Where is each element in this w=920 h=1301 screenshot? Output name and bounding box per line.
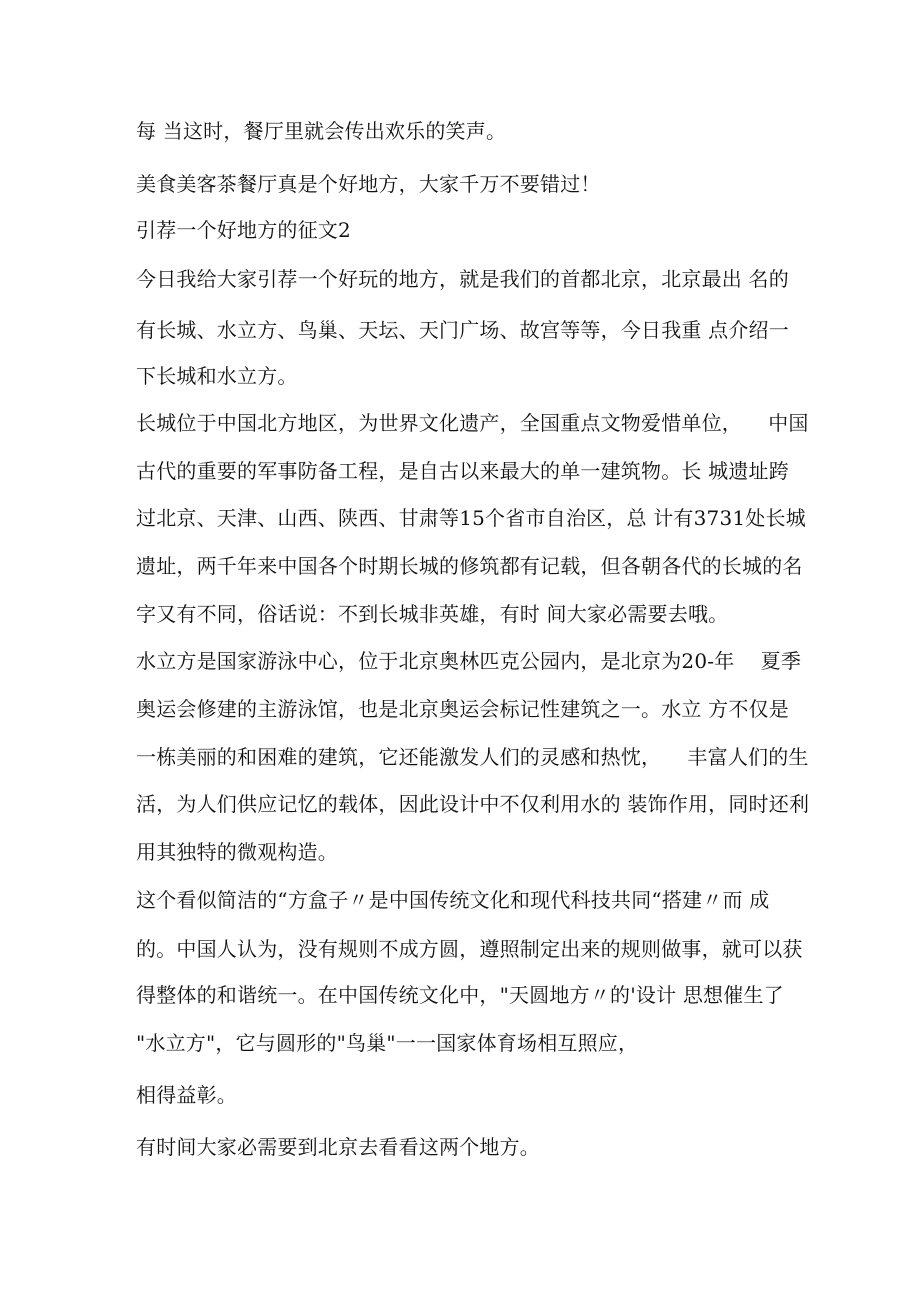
text-line: 用其独特的微观构造。 bbox=[136, 840, 338, 864]
text-line: 水立方是国家游泳中心，位于北京奥林匹克公园内，是北京为20-年 夏季 bbox=[136, 649, 802, 673]
text-line: 有长城、水立方、鸟巢、天坛、天门广场、故宫等等，今日我重 点介绍一 bbox=[136, 318, 789, 342]
text-line: 相得益彰。 bbox=[136, 1083, 237, 1107]
text-line: 遗址，两千年来中国各个时期长城的修筑都有记载，但各朝各代的长城的名 bbox=[136, 554, 803, 578]
text-line: 过北京、天津、山西、陕西、甘肃等15个省市自治区，总 计有3731处长城 bbox=[136, 506, 806, 530]
text-line: 下长城和水立方。 bbox=[136, 364, 298, 388]
text-line: 一栋美丽的和困难的建筑，它还能激发人们的灵感和热忱， 丰富人们的生 bbox=[136, 745, 809, 769]
text-line: 的。中国人认为，没有规则不成方圆，遵照制定出来的规则做事，就可以获 bbox=[136, 937, 803, 961]
text-line: 每 当这时，餐厅里就会传出欢乐的笑声。 bbox=[136, 119, 507, 143]
text-line: 长城位于中国北方地区，为世界文化遗产，全国重点文物爱惜单位， 中国 bbox=[136, 411, 809, 435]
text-line: 有时间大家必需要到北京去看看这两个地方。 bbox=[136, 1135, 540, 1159]
text-line: 这个看似简洁的“方盒子〃是中国传统文化和现代科技共同“搭建〃而 成 bbox=[136, 888, 770, 912]
text-line: 古代的重要的军事防备工程，是自古以来最大的单一建筑物。长 城遗址跨 bbox=[136, 459, 789, 483]
text-line: 活，为人们供应记忆的载体，因此设计中不仅利用水的 装饰作用，同时还利 bbox=[136, 792, 810, 816]
text-line: 字又有不同，俗话说：不到长城非英雄，有时 间大家必需要去哦。 bbox=[136, 602, 729, 626]
text-line: 奥运会修建的主游泳馆，也是北京奥运会标记性建筑之一。水立 方不仅是 bbox=[136, 697, 789, 721]
text-line: "水立方"，它与圆形的"鸟巢"一一国家体育场相互照应， bbox=[136, 1031, 639, 1055]
text-line: 得整体的和谐统一。在中国传统文化中，"天圆地方〃的'设计 思想催生了 bbox=[136, 983, 784, 1007]
section-heading: 引荐一个好地方的征文2 bbox=[136, 218, 351, 242]
text-line: 今日我给大家引荐一个好玩的地方，就是我们的首都北京，北京最出 名的 bbox=[136, 267, 789, 291]
text-line: 美食美客茶餐厅真是个好地方，大家千万不要错过！ bbox=[136, 172, 601, 196]
